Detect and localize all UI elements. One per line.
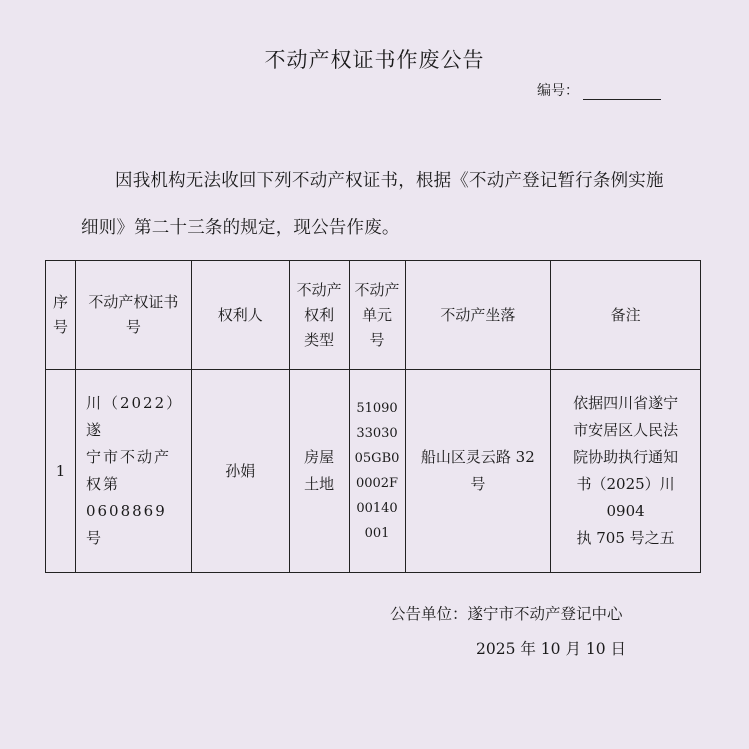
type-line2: 土地 [304,475,335,493]
issue-date: 2025 年 10 月 10 日 [476,640,627,658]
type-line1: 房屋 [304,448,335,466]
header-seq [46,261,76,370]
cell-note [551,370,701,573]
address-line1: 船山区灵云路 32 [420,448,535,466]
cell-right-type [289,370,349,573]
header-unit-line3: 号 [369,330,385,349]
cert-line2: 宁市不动产 [85,448,171,466]
address-line2: 号 [470,475,486,493]
note-line3: 院协助执行通知 [573,448,679,466]
cert-line4: 号 [85,529,103,547]
unit-line4: 0002F [355,476,399,491]
document-title: 不动产权证书作废公告 [264,48,485,72]
unit-line2: 33030 [356,426,398,441]
header-cert-line1: 不动产权证书 [88,293,179,311]
unit-line5: 00140 [356,501,398,516]
unit-line6: 001 [364,526,390,541]
unit-line1: 51090 [356,401,398,416]
cert-line3: 权第 0608869 [85,475,167,520]
table-row [46,370,701,573]
number-blank-line [583,85,661,100]
header-seq-line2: 号 [52,318,68,336]
note-line4: 书（2025）川 0904 [576,475,675,520]
unit-line3: 05GB0 [354,451,400,466]
cert-line1: 川（2022）遂 [85,394,176,439]
header-type [289,261,349,370]
cell-holder: 孙娟 [191,370,289,573]
document-number [537,80,661,100]
table-header-row [46,261,701,370]
header-type-line2: 权利 [304,305,335,324]
note-line1: 依据四川省遂宁 [573,394,679,412]
certificate-table [45,260,701,573]
cell-seq: 1 [46,370,76,573]
number-label: 编号： [537,83,579,99]
header-unit-line2: 单元 [362,305,393,324]
header-note: 备注 [551,261,701,370]
header-seq-line1: 序 [52,293,68,311]
note-line5: 执 705 号之五 [576,529,675,547]
issuing-unit: 公告单位：遂宁市不动产登记中心 [390,605,623,623]
header-address: 不动产坐落 [405,261,551,370]
header-type-line1: 不动产 [296,280,342,299]
header-type-line3: 类型 [304,330,335,349]
cell-address [405,370,551,573]
header-unit [349,261,405,370]
header-cert [75,261,191,370]
cell-cert-number [75,370,191,573]
note-line2: 市安居区人民法 [573,421,679,439]
cell-unit-number [349,370,405,573]
announcement-paragraph: 因我机构无法收回下列不动产权证书，根据《不动产登记暂行条例实施细则》第二十三条的规定，现公告作废。 [81,171,664,238]
header-unit-line1: 不动产 [354,280,400,299]
header-holder: 权利人 [191,261,289,370]
header-cert-line2: 号 [125,318,141,336]
